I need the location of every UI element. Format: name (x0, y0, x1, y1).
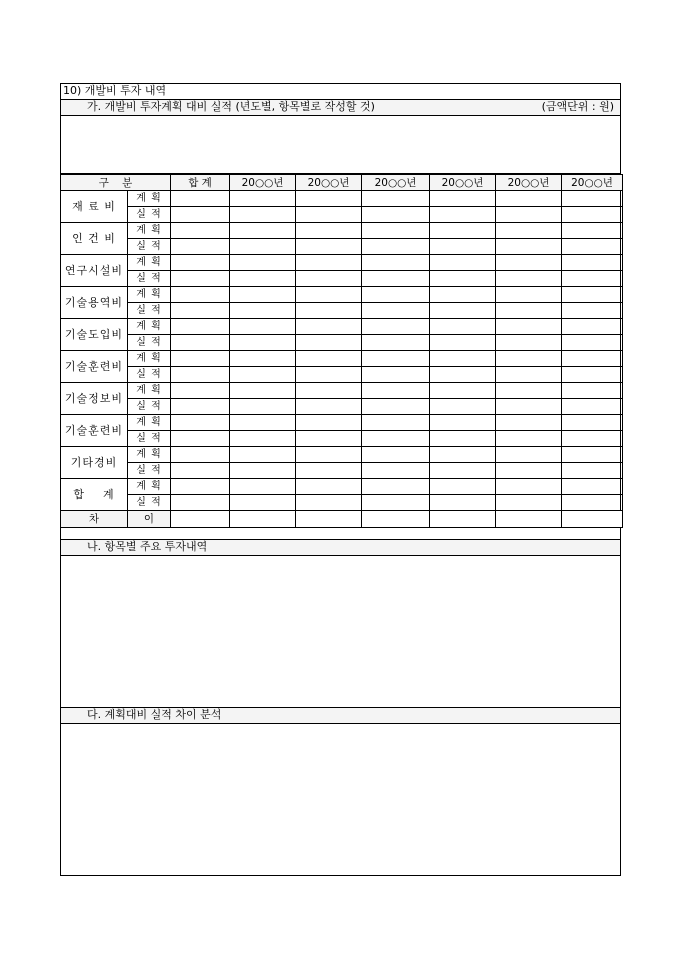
form-frame (60, 83, 621, 876)
plan-label: 계 획 (128, 447, 171, 463)
value-cell[interactable] (430, 351, 496, 367)
value-cell[interactable] (171, 335, 230, 351)
plan-label: 계 획 (128, 223, 171, 239)
value-cell[interactable] (430, 287, 496, 303)
value-cell[interactable] (496, 255, 562, 271)
value-cell[interactable] (496, 415, 562, 431)
value-cell[interactable] (230, 303, 296, 319)
value-cell[interactable] (171, 239, 230, 255)
category-label: 기타경비 (61, 447, 128, 479)
value-cell[interactable] (171, 463, 230, 479)
table-row-plan (61, 479, 623, 495)
value-cell[interactable] (296, 223, 362, 239)
value-cell[interactable] (362, 415, 430, 431)
value-cell[interactable] (562, 335, 623, 351)
value-cell[interactable] (171, 399, 230, 415)
value-cell[interactable] (496, 351, 562, 367)
value-cell[interactable] (230, 239, 296, 255)
value-cell[interactable] (171, 303, 230, 319)
value-cell[interactable] (562, 303, 623, 319)
value-cell[interactable] (430, 207, 496, 223)
table-header-row (61, 175, 623, 191)
plan-label: 계 획 (128, 479, 171, 495)
value-cell[interactable] (362, 271, 430, 287)
value-cell[interactable] (362, 207, 430, 223)
value-cell[interactable] (362, 351, 430, 367)
category-label: 기술정보비 (61, 383, 128, 415)
value-cell[interactable] (171, 271, 230, 287)
value-cell[interactable] (362, 239, 430, 255)
value-cell[interactable] (230, 383, 296, 399)
header-year: 20○○년 (496, 175, 562, 191)
category-label: 기술훈련비 (61, 351, 128, 383)
value-cell[interactable] (430, 415, 496, 431)
value-cell[interactable] (496, 447, 562, 463)
value-cell[interactable] (296, 239, 362, 255)
value-cell[interactable] (362, 495, 430, 511)
table-row-plan (61, 223, 623, 239)
header-year: 20○○년 (562, 175, 623, 191)
value-cell[interactable] (496, 431, 562, 447)
value-cell[interactable] (362, 191, 430, 207)
value-cell[interactable] (296, 319, 362, 335)
value-cell[interactable] (496, 495, 562, 511)
value-cell[interactable] (430, 223, 496, 239)
value-cell[interactable] (230, 351, 296, 367)
header-year: 20○○년 (362, 175, 430, 191)
value-cell[interactable] (230, 319, 296, 335)
section-a-note-area[interactable] (61, 116, 620, 174)
value-cell[interactable] (496, 223, 562, 239)
table-row-actual (61, 239, 623, 255)
section-c-content-area[interactable] (61, 724, 620, 875)
value-cell[interactable] (362, 335, 430, 351)
value-cell[interactable] (296, 495, 362, 511)
value-cell[interactable] (230, 415, 296, 431)
value-cell[interactable] (430, 191, 496, 207)
category-label: 연구시설비 (61, 255, 128, 287)
difference-label-left: 차 (61, 511, 128, 528)
value-cell[interactable] (430, 335, 496, 351)
value-cell[interactable] (230, 479, 296, 495)
value-cell[interactable] (171, 367, 230, 383)
value-cell[interactable] (230, 431, 296, 447)
category-label: 합 계 (61, 479, 128, 511)
value-cell[interactable] (362, 303, 430, 319)
value-cell[interactable] (562, 447, 623, 463)
value-cell[interactable] (430, 319, 496, 335)
value-cell[interactable] (296, 431, 362, 447)
value-cell[interactable] (230, 255, 296, 271)
value-cell[interactable] (362, 463, 430, 479)
form-title: 10) 개발비 투자 내역 (61, 84, 620, 100)
plan-label: 계 획 (128, 191, 171, 207)
section-a-header (61, 100, 620, 116)
value-cell[interactable] (496, 287, 562, 303)
value-cell[interactable] (562, 287, 623, 303)
value-cell[interactable] (171, 207, 230, 223)
value-cell[interactable] (171, 223, 230, 239)
actual-label: 실 적 (128, 207, 171, 223)
value-cell[interactable] (496, 319, 562, 335)
actual-label: 실 적 (128, 303, 171, 319)
value-cell[interactable] (230, 367, 296, 383)
value-cell[interactable] (230, 207, 296, 223)
actual-label: 실 적 (128, 495, 171, 511)
value-cell[interactable] (562, 383, 623, 399)
value-cell[interactable] (230, 223, 296, 239)
value-cell[interactable] (430, 303, 496, 319)
section-b-header: 나. 항목별 주요 투자내역 (61, 540, 620, 556)
value-cell[interactable] (362, 287, 430, 303)
difference-label-right: 이 (128, 511, 171, 528)
value-cell[interactable] (496, 303, 562, 319)
plan-label: 계 획 (128, 415, 171, 431)
plan-label: 계 획 (128, 319, 171, 335)
value-cell[interactable] (496, 479, 562, 495)
value-cell[interactable] (562, 191, 623, 207)
value-cell[interactable] (496, 463, 562, 479)
header-year: 20○○년 (430, 175, 496, 191)
value-cell[interactable] (362, 223, 430, 239)
unit-note: (금액단위 : 원) (541, 100, 614, 113)
table-row-plan (61, 319, 623, 335)
table-row-actual (61, 335, 623, 351)
value-cell[interactable] (496, 335, 562, 351)
value-cell[interactable] (562, 319, 623, 335)
value-cell[interactable] (430, 463, 496, 479)
table-row-plan (61, 383, 623, 399)
value-cell[interactable] (562, 271, 623, 287)
category-label: 기술도입비 (61, 319, 128, 351)
header-year: 20○○년 (230, 175, 296, 191)
value-cell[interactable] (171, 255, 230, 271)
value-cell[interactable] (430, 495, 496, 511)
value-cell[interactable] (496, 191, 562, 207)
value-cell[interactable] (496, 239, 562, 255)
value-cell[interactable] (362, 447, 430, 463)
value-cell[interactable] (296, 479, 362, 495)
table-row-actual (61, 207, 623, 223)
value-cell[interactable] (562, 463, 623, 479)
value-cell[interactable] (362, 367, 430, 383)
value-cell[interactable] (430, 479, 496, 495)
value-cell[interactable] (296, 191, 362, 207)
value-cell[interactable] (171, 415, 230, 431)
value-cell[interactable] (296, 255, 362, 271)
value-cell[interactable] (230, 447, 296, 463)
value-cell[interactable] (171, 479, 230, 495)
value-cell[interactable] (362, 255, 430, 271)
plan-label: 계 획 (128, 255, 171, 271)
plan-label: 계 획 (128, 383, 171, 399)
value-cell[interactable] (562, 223, 623, 239)
value-cell[interactable] (171, 287, 230, 303)
actual-label: 실 적 (128, 399, 171, 415)
value-cell[interactable] (296, 207, 362, 223)
table-row-plan (61, 287, 623, 303)
header-division: 구 분 (61, 175, 171, 191)
value-cell[interactable] (496, 271, 562, 287)
value-cell[interactable] (562, 495, 623, 511)
value-cell[interactable] (430, 431, 496, 447)
value-cell[interactable] (171, 191, 230, 207)
value-cell[interactable] (296, 415, 362, 431)
table-row-actual (61, 271, 623, 287)
value-cell[interactable] (562, 367, 623, 383)
value-cell[interactable] (296, 335, 362, 351)
value-cell[interactable] (430, 447, 496, 463)
table-row-actual (61, 399, 623, 415)
table-row-actual (61, 303, 623, 319)
value-cell[interactable] (496, 207, 562, 223)
investment-table (60, 174, 623, 528)
value-cell[interactable] (362, 383, 430, 399)
table-row-actual (61, 463, 623, 479)
value-cell[interactable] (230, 287, 296, 303)
value-cell[interactable] (562, 351, 623, 367)
value-cell[interactable] (562, 255, 623, 271)
table-row-actual (61, 367, 623, 383)
value-cell[interactable] (562, 431, 623, 447)
value-cell[interactable] (296, 447, 362, 463)
value-cell[interactable] (562, 415, 623, 431)
value-cell[interactable] (230, 495, 296, 511)
plan-label: 계 획 (128, 287, 171, 303)
table-row-plan (61, 415, 623, 431)
value-cell[interactable] (230, 271, 296, 287)
value-cell[interactable] (230, 191, 296, 207)
value-cell[interactable] (496, 383, 562, 399)
value-cell[interactable] (362, 319, 430, 335)
value-cell[interactable] (430, 271, 496, 287)
table-row-plan (61, 447, 623, 463)
value-cell[interactable] (230, 463, 296, 479)
value-cell[interactable] (171, 351, 230, 367)
actual-label: 실 적 (128, 367, 171, 383)
value-cell[interactable] (430, 383, 496, 399)
value-cell[interactable] (562, 399, 623, 415)
value-cell[interactable] (296, 383, 362, 399)
value-cell[interactable] (362, 479, 430, 495)
table-row-actual (61, 431, 623, 447)
actual-label: 실 적 (128, 239, 171, 255)
value-cell[interactable] (230, 399, 296, 415)
value-cell[interactable] (171, 319, 230, 335)
section-a-label: 가. 개발비 투자계획 대비 실적 (년도별, 항목별로 작성할 것) (87, 100, 375, 113)
value-cell[interactable] (562, 479, 623, 495)
table-row-plan (61, 191, 623, 207)
category-label: 재 료 비 (61, 191, 128, 223)
section-b-content-area[interactable] (61, 556, 620, 708)
category-label: 기술용역비 (61, 287, 128, 319)
actual-label: 실 적 (128, 463, 171, 479)
value-cell[interactable] (430, 239, 496, 255)
spacer-row (61, 520, 620, 540)
value-cell[interactable] (430, 399, 496, 415)
value-cell[interactable] (296, 463, 362, 479)
table-row-plan (61, 351, 623, 367)
value-cell[interactable] (362, 399, 430, 415)
header-total: 합 계 (171, 175, 230, 191)
value-cell[interactable] (230, 335, 296, 351)
value-cell[interactable] (296, 271, 362, 287)
value-cell[interactable] (296, 399, 362, 415)
value-cell[interactable] (430, 367, 496, 383)
value-cell[interactable] (562, 239, 623, 255)
plan-label: 계 획 (128, 351, 171, 367)
section-c-header: 다. 계획대비 실적 차이 분석 (61, 708, 620, 724)
table-row-actual (61, 495, 623, 511)
value-cell[interactable] (171, 447, 230, 463)
actual-label: 실 적 (128, 271, 171, 287)
value-cell[interactable] (296, 367, 362, 383)
category-label: 기술훈련비 (61, 415, 128, 447)
actual-label: 실 적 (128, 335, 171, 351)
value-cell[interactable] (362, 431, 430, 447)
category-label: 인 건 비 (61, 223, 128, 255)
value-cell[interactable] (496, 399, 562, 415)
value-cell[interactable] (171, 383, 230, 399)
value-cell[interactable] (296, 351, 362, 367)
value-cell[interactable] (562, 207, 623, 223)
value-cell[interactable] (296, 303, 362, 319)
value-cell[interactable] (171, 495, 230, 511)
value-cell[interactable] (296, 287, 362, 303)
actual-label: 실 적 (128, 431, 171, 447)
value-cell[interactable] (496, 367, 562, 383)
value-cell[interactable] (171, 431, 230, 447)
value-cell[interactable] (430, 255, 496, 271)
header-year: 20○○년 (296, 175, 362, 191)
table-row-plan (61, 255, 623, 271)
